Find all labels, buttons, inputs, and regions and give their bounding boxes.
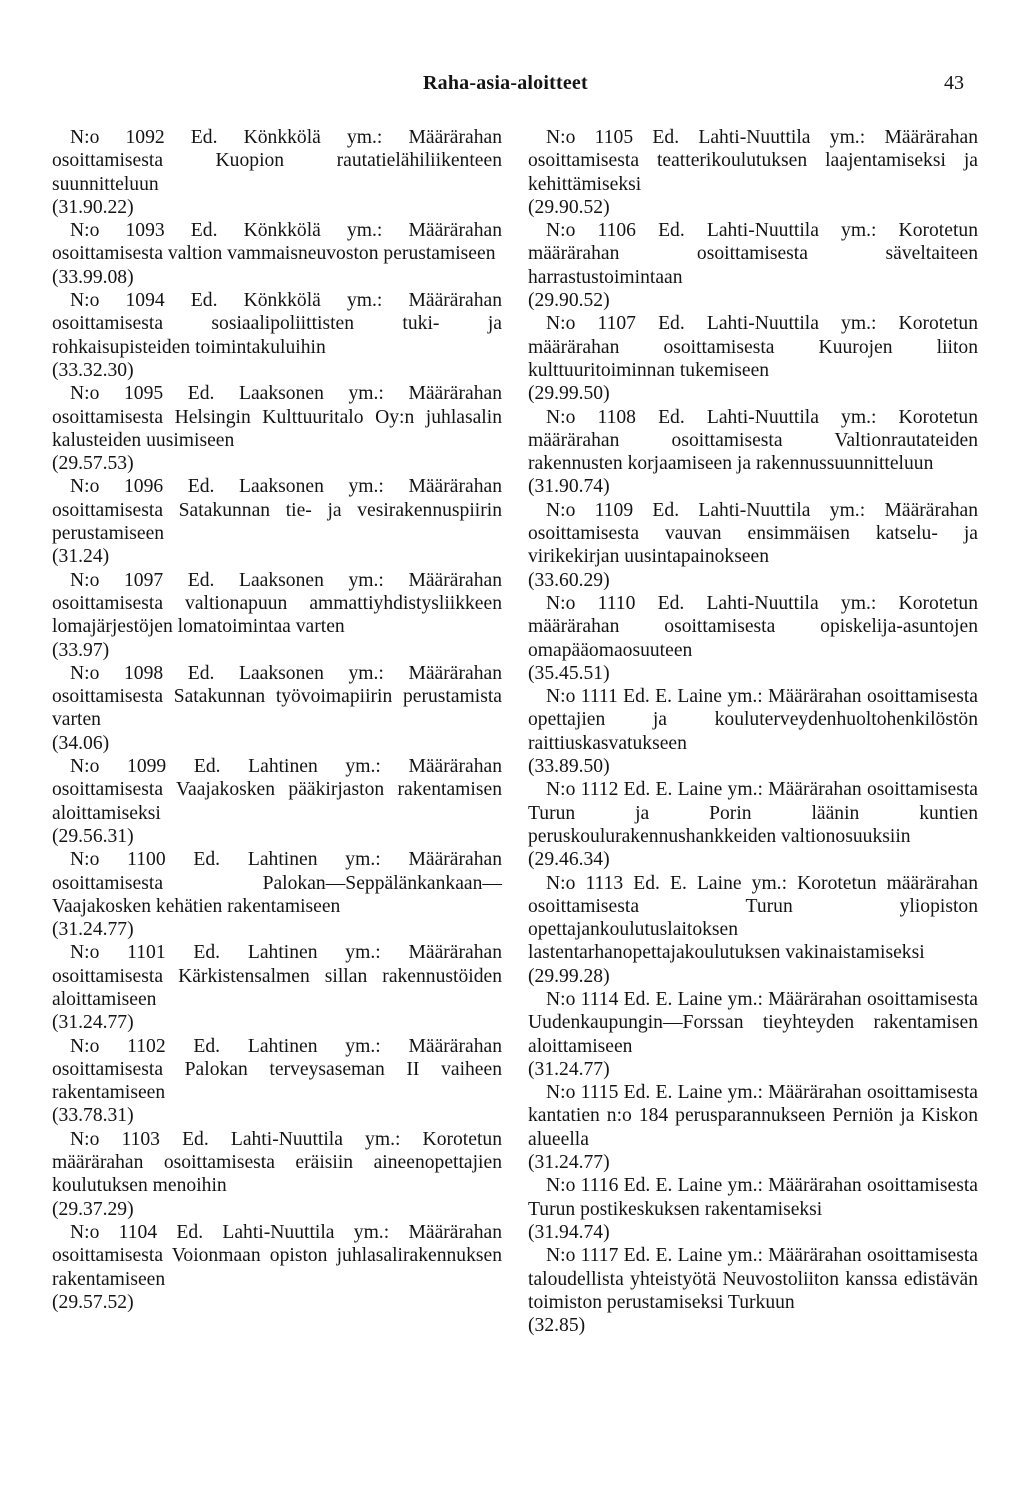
motion-entry bbox=[52, 941, 502, 1034]
motion-entry bbox=[528, 406, 978, 499]
motion-title: N:o 1108 Ed. Lahti-Nuuttila ym.: Korotetun määrärahan osoittamisesta Valtionrautateiden rakennusten korjaamiseen ja rakennussuunnitteluun bbox=[528, 406, 978, 475]
budget-reference: (29.57.53) bbox=[52, 453, 134, 475]
budget-reference: (29.99.50) bbox=[528, 383, 610, 405]
motion-entry bbox=[52, 755, 502, 848]
motion-title: N:o 1112 Ed. E. Laine ym.: Määrärahan osoittamisesta Turun ja Porin läänin kuntien peruskoulurakennushankkeiden valtionosuuksiin bbox=[528, 779, 978, 847]
motion-entry bbox=[528, 778, 978, 871]
motion-entry bbox=[52, 662, 502, 755]
motion-title: N:o 1095 Ed. Laaksonen ym.: Määrärahan osoittamisesta Helsingin Kulttuuritalo Oy:n juhlasalin kalusteiden uusimiseen bbox=[52, 383, 502, 451]
budget-reference: (29.99.28) bbox=[528, 965, 610, 987]
motion-entry bbox=[528, 1174, 978, 1244]
budget-reference: (31.24.77) bbox=[52, 1012, 134, 1034]
motion-entry bbox=[52, 848, 502, 941]
motion-entry bbox=[528, 685, 978, 778]
page-header bbox=[0, 72, 1024, 102]
motion-title: N:o 1105 Ed. Lahti-Nuuttila ym.: Määrärahan osoittamisesta teatterikoulutuksen laajentamiseksi ja kehittämiseksi bbox=[528, 127, 978, 195]
motion-title: N:o 1101 Ed. Lahtinen ym.: Määrärahan osoittamisesta Kärkistensalmen sillan rakennustöiden aloittamiseen bbox=[52, 942, 502, 1010]
budget-reference: (29.37.29) bbox=[52, 1198, 134, 1220]
left-column bbox=[52, 126, 502, 1314]
motion-title: N:o 1106 Ed. Lahti-Nuuttila ym.: Korotetun määrärahan osoittamisesta säveltaiteen harrastustoimintaan bbox=[528, 220, 978, 288]
budget-reference: (31.90.74) bbox=[528, 476, 610, 498]
motion-entry bbox=[528, 126, 978, 219]
budget-reference: (31.24.77) bbox=[52, 919, 134, 941]
motion-title: N:o 1093 Ed. Könkkölä ym.: Määrärahan osoittamisesta valtion vammaisneuvoston perustamiseen bbox=[52, 220, 502, 265]
budget-reference: (31.24.77) bbox=[528, 1152, 610, 1174]
budget-reference: (31.94.74) bbox=[528, 1221, 610, 1243]
right-column bbox=[528, 126, 978, 1337]
motion-title: N:o 1092 Ed. Könkkölä ym.: Määrärahan osoittamisesta Kuopion rautatielähiliikenteen suunnitteluun bbox=[52, 127, 502, 195]
budget-reference: (33.89.50) bbox=[528, 756, 610, 778]
budget-reference: (35.45.51) bbox=[528, 662, 610, 684]
page-number: 43 bbox=[944, 72, 964, 94]
motion-title: N:o 1102 Ed. Lahtinen ym.: Määrärahan osoittamisesta Palokan terveysaseman II vaiheen rakentamiseen bbox=[52, 1035, 502, 1104]
motion-entry bbox=[52, 1221, 502, 1314]
motion-title: N:o 1103 Ed. Lahti-Nuuttila ym.: Korotetun määrärahan osoittamisesta eräisiin aineenopettajien koulutuksen menoihin bbox=[52, 1128, 502, 1197]
motion-title: N:o 1113 Ed. E. Laine ym.: Korotetun määrärahan osoittamisesta Turun yliopiston opettajankoulutuslaitoksen lastentarhanopettajakoulutuksen vakinaistamiseksi bbox=[528, 872, 978, 964]
motion-entry bbox=[52, 289, 502, 382]
motion-title: N:o 1094 Ed. Könkkölä ym.: Määrärahan osoittamisesta sosiaalipoliittisten tuki- ja rohkaisupisteiden toimintakuluihin bbox=[52, 290, 502, 358]
motion-title: N:o 1098 Ed. Laaksonen ym.: Määrärahan osoittamisesta Satakunnan työvoimapiirin perustamista varten bbox=[52, 662, 502, 731]
motion-title: N:o 1111 Ed. E. Laine ym.: Määrärahan osoittamisesta opettajien ja kouluterveydenhuoltohenkilöstön raittiuskasvatukseen bbox=[528, 686, 978, 754]
budget-reference: (33.32.30) bbox=[52, 359, 134, 381]
motion-entry bbox=[528, 872, 978, 988]
motion-entry bbox=[528, 499, 978, 592]
motion-entry bbox=[52, 1035, 502, 1128]
motion-entry bbox=[52, 569, 502, 662]
motion-title: N:o 1107 Ed. Lahti-Nuuttila ym.: Korotetun määrärahan osoittamisesta Kuurojen liiton kulttuuritoiminnan tukemiseen bbox=[528, 313, 978, 381]
motion-title: N:o 1115 Ed. E. Laine ym.: Määrärahan osoittamisesta kantatien n:o 184 perusparannukseen Perniön ja Kiskon alueella bbox=[528, 1082, 978, 1150]
budget-reference: (29.56.31) bbox=[52, 825, 134, 847]
motion-entry bbox=[528, 1081, 978, 1174]
budget-reference: (34.06) bbox=[52, 732, 110, 754]
motion-entry bbox=[52, 382, 502, 475]
motion-title: N:o 1114 Ed. E. Laine ym.: Määrärahan osoittamisesta Uudenkaupungin—Forssan tieyhteyden rakentamisen aloittamiseen bbox=[528, 988, 978, 1057]
motion-entry bbox=[528, 312, 978, 405]
motion-title: N:o 1117 Ed. E. Laine ym.: Määrärahan osoittamisesta taloudellista yhteistyötä Neuvostoliiton kanssa edistävän toimiston perustamiseksi Turkuun bbox=[528, 1245, 978, 1313]
motion-entry bbox=[528, 592, 978, 685]
motion-title: N:o 1109 Ed. Lahti-Nuuttila ym.: Määrärahan osoittamisesta vauvan ensimmäisen katselu- ja virikekirjan uusintapainokseen bbox=[528, 499, 978, 568]
budget-reference: (29.46.34) bbox=[528, 849, 610, 871]
budget-reference: (29.90.52) bbox=[528, 290, 610, 312]
motion-entry bbox=[52, 475, 502, 568]
budget-reference: (31.24) bbox=[52, 546, 110, 568]
budget-reference: (29.90.52) bbox=[528, 196, 610, 218]
budget-reference: (29.57.52) bbox=[52, 1291, 134, 1313]
motion-title: N:o 1116 Ed. E. Laine ym.: Määrärahan osoittamisesta Turun postikeskuksen rakentamiseksi bbox=[528, 1175, 978, 1220]
motion-entry bbox=[528, 1244, 978, 1337]
budget-reference: (33.99.08) bbox=[52, 266, 134, 288]
motion-entry bbox=[528, 219, 978, 312]
budget-reference: (31.24.77) bbox=[528, 1058, 610, 1080]
budget-reference: (33.60.29) bbox=[528, 569, 610, 591]
running-title: Raha-asia-aloitteet bbox=[423, 72, 588, 94]
motion-title: N:o 1104 Ed. Lahti-Nuuttila ym.: Määrärahan osoittamisesta Voionmaan opiston juhlasalirakennuksen rakentamiseen bbox=[52, 1221, 502, 1290]
budget-reference: (31.90.22) bbox=[52, 196, 134, 218]
motion-entry bbox=[528, 988, 978, 1081]
motion-title: N:o 1097 Ed. Laaksonen ym.: Määrärahan osoittamisesta valtionapuun ammattiyhdistysliikkeen lomajärjestöjen lomatoimintaa varten bbox=[52, 569, 502, 638]
budget-reference: (33.97) bbox=[52, 639, 110, 661]
motion-title: N:o 1096 Ed. Laaksonen ym.: Määrärahan osoittamisesta Satakunnan tie- ja vesirakennuspiirin perustamiseen bbox=[52, 476, 502, 545]
motion-entry bbox=[52, 1128, 502, 1221]
motion-title: N:o 1110 Ed. Lahti-Nuuttila ym.: Korotetun määrärahan osoittamisesta opiskelija-asuntojen omapääomaosuuteen bbox=[528, 592, 978, 661]
motion-entry bbox=[52, 126, 502, 219]
motion-title: N:o 1099 Ed. Lahtinen ym.: Määrärahan osoittamisesta Vaajakosken pääkirjaston rakentamisen aloittamiseksi bbox=[52, 756, 502, 824]
motion-title: N:o 1100 Ed. Lahtinen ym.: Määrärahan osoittamisesta Palokan—Seppälänkankaan—Vaajakosken kehätien rakentamiseen bbox=[52, 849, 502, 917]
motion-entry bbox=[52, 219, 502, 289]
budget-reference: (33.78.31) bbox=[52, 1105, 134, 1127]
budget-reference: (32.85) bbox=[528, 1315, 586, 1337]
